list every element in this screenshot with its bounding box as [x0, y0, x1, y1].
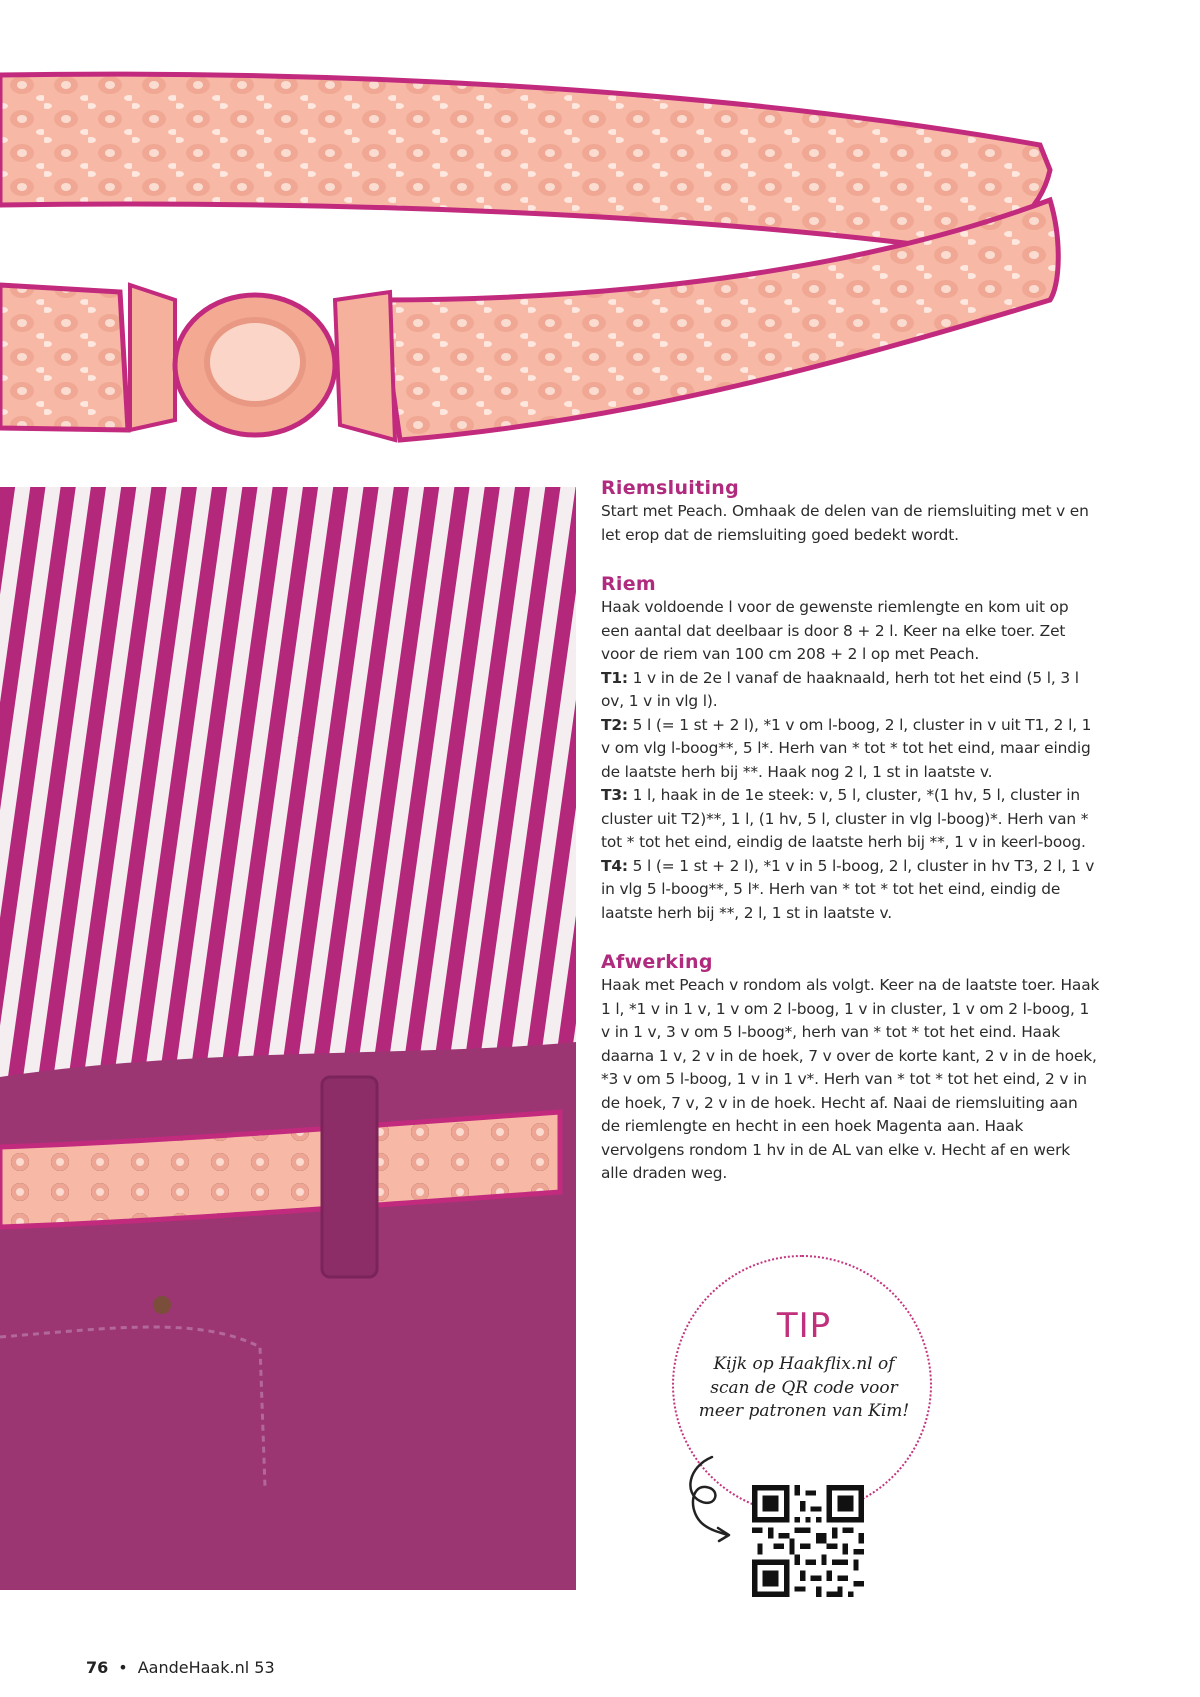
section-riemsluiting [601, 476, 1101, 547]
section-body: Haak met Peach v rondom als volgt. Keer na de laatste toer. Haak 1 l, *1 v in 1 v, 1 v om 2 l-boog, 1 v in cluster, 1 v om 2 l-boog, 1 v in 1 v, 3 v om 5 l-boog*, herh van * tot * tot het eind. Haak daarna 1 v, 2 v in de hoek, 7 v over de korte kant, 2 v in de hoek, *3 v om 5 l-boog, 1 v in 1 v*. Herh van * tot * tot het eind, 2 v in de hoek, 7 v, 2 v in de hoek. Hecht af. Naai de riemsluiting aan de riemlengte en hecht in een hoek Magenta aan. Haak vervolgens rondom 1 hv in de AL van elke v. Hecht af en werk alle draden weg. [601, 976, 1100, 1182]
model-photo [0, 487, 576, 1590]
page-number: 76 [86, 1658, 109, 1677]
row-text: 1 l, haak in de 1e steek: v, 5 l, cluster, *(1 hv, 5 l, cluster in cluster uit T2)**, 1 l, (1 hv, 5 l, cluster in vlg l-boog)*. Herh van * tot * tot het eind, eindig de laatste herh bij **, 1 v in keerl-boog. [601, 786, 1089, 851]
row-label: T2: [601, 715, 628, 734]
section-heading: Riemsluiting [601, 477, 740, 499]
row-text: 1 v in de 2e l vanaf de haaknaald, herh tot het eind (5 l, 3 l ov, 1 v in vlg l). [601, 668, 1079, 710]
row-label: T1: [601, 668, 628, 687]
section-body: Start met Peach. Omhaak de delen van de riemsluiting met v en let erop dat de riemsluiting goed bedekt wordt. [601, 502, 1089, 544]
row-instruction [601, 855, 1101, 926]
curly-arrow-icon [682, 1453, 752, 1545]
footer-separator: • [118, 1658, 128, 1677]
section-heading: Afwerking [601, 951, 713, 973]
belt-photo [0, 0, 1200, 470]
qr-code-icon[interactable] [752, 1485, 864, 1597]
section-intro: Haak voldoende l voor de gewenste riemlengte en kom uit op een aantal dat deelbaar is door 8 + 2 l. Keer na elke toer. Zet voor de riem van 100 cm 208 + 2 l op met Peach. [601, 598, 1069, 663]
row-label: T4: [601, 856, 628, 875]
pattern-instructions [601, 476, 1101, 1211]
magazine-name: AandeHaak.nl 53 [137, 1658, 275, 1677]
row-label: T3: [601, 786, 628, 804]
section-riem [601, 572, 1101, 925]
section-afwerking [601, 950, 1101, 1186]
tip-title: TIP [776, 1306, 832, 1346]
section-heading: Riem [601, 573, 657, 595]
tip-text: Kijk op Haakflix.nl of scan de QR code voor meer patronen van Kim! [698, 1354, 910, 1421]
row-instruction [601, 784, 1101, 855]
row-instruction [601, 667, 1101, 714]
row-text: 5 l (= 1 st + 2 l), *1 v in 5 l-boog, 2 l, cluster in hv T3, 2 l, 1 v in vlg 5 l-boog**, 5 l*. Herh van * tot * tot het eind, eindig de laatste herh bij **, 2 l, 1 st in laatste v. [601, 856, 1095, 922]
page-footer [86, 1658, 275, 1677]
row-instruction [601, 714, 1101, 785]
row-text: 5 l (= 1 st + 2 l), *1 v om l-boog, 2 l, cluster in v uit T1, 2 l, 1 v om vlg l-boog**, 5 l*. Herh van * tot * tot het eind, maar eindig de laatste herh bij **. Haak nog 2 l, 1 st in laatste v. [601, 715, 1092, 781]
